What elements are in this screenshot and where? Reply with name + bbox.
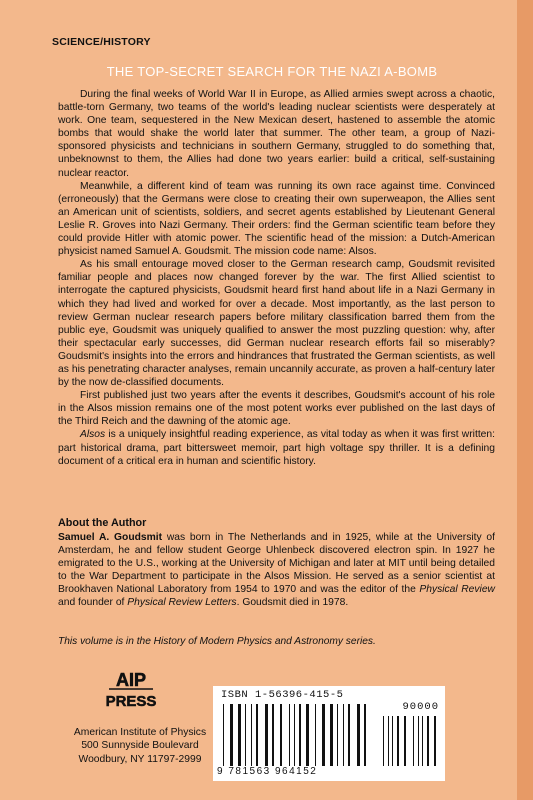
category-label: SCIENCE/HISTORY	[52, 36, 151, 48]
barcode-bar	[289, 704, 290, 766]
barcode-bar	[434, 716, 436, 766]
paragraph: First published just two years after the events it describes, Goudsmit's account of his role in the Alsos mission remains one of the most potent works ever published on the last days of the Third Reich and the dawning of the atomic age.	[58, 390, 495, 428]
barcode-bar	[397, 716, 399, 766]
barcode-bar	[348, 704, 350, 766]
barcode-bar	[223, 704, 224, 766]
aip-press-logo	[103, 668, 159, 710]
barcode-bar	[388, 716, 389, 766]
journal-name: Physical Review	[419, 584, 495, 596]
journal-name: Physical Review Letters	[127, 597, 237, 609]
barcode-bar	[256, 704, 258, 766]
barcode-panel	[213, 686, 445, 781]
closing-text: is a uniquely insightful reading experience, as vital today as when it was first written: part historical drama, part bittersweet memoir, part high voltage spy thriller. It is a defining document of a critical era in human and scientific history.	[58, 429, 495, 467]
ean-digits: 9 781563 964152	[217, 766, 318, 777]
barcode-bar	[299, 704, 301, 766]
barcode-bar	[280, 704, 282, 766]
about-author-body	[58, 531, 495, 610]
about-text: was born in The Netherlands and in 1925, while at the University of Amsterdam, he and fellow student George Uhlenbeck discovered electron spin. In 1927 he emigrated to the U.S., working at the University of Michigan and later at MIT until being detailed to the War Department to participate in the Alsos Mission. He served as a senior scientist at Brookhaven National Laboratory from 1954 to 1970 and was the editor of the	[58, 532, 495, 596]
barcode-bar	[383, 716, 384, 766]
barcode-bar	[364, 704, 366, 766]
barcode-bar	[265, 704, 268, 766]
series-note: This volume is in the History of Modern Physics and Astronomy series.	[58, 636, 376, 647]
ean-barcode	[223, 704, 373, 766]
paragraph: As his small entourage moved closer to the German research camp, Goudsmit revisited familiar people and places now changed forever by the war. The first Allied scientist to interrogate the captured physicists, Goudsmit heard first hand about life in a Nazi Germany in which they had lived and worked for over a decade. Most importantly, as the last person to review German nuclear research papers before military classification barred them from the public eye, Goudsmit was uniquely qualified to answer the most puzzling question: why, after their spectacular early successes, did German nuclear research efforts fail so miserably? Goudsmit's insights into the errors and hindrances that frustrated the German scientists, as well as his penetrating character analyses, remain uncannily accurate, as proven a half-century later by the now de-classified documents.	[58, 259, 495, 389]
price-code-text: 90000	[402, 701, 439, 713]
barcode-bar	[330, 704, 333, 766]
barcode-bar	[357, 704, 360, 766]
price-addon-barcode	[383, 716, 437, 766]
barcode-bar	[413, 716, 414, 766]
logo-aip-text: AIP	[115, 670, 147, 690]
about-author-heading: About the Author	[58, 517, 147, 529]
barcode-bar	[315, 704, 316, 766]
barcode-bar	[306, 704, 309, 766]
barcode-bar	[245, 704, 246, 766]
book-spine	[517, 0, 533, 800]
publisher-address-line: 500 Sunnyside Boulevard	[81, 740, 199, 752]
author-name: Samuel A. Goudsmit	[58, 532, 163, 543]
barcode-bar	[427, 716, 429, 766]
barcode-bar	[418, 716, 419, 766]
closing-paragraph	[58, 428, 495, 467]
publisher-block	[60, 726, 220, 766]
barcode-bar	[230, 704, 233, 766]
headline: THE TOP-SECRET SEARCH FOR THE NAZI A-BOMB	[106, 64, 438, 79]
book-title: Alsos	[80, 429, 106, 441]
isbn-text: ISBN 1-56396-415-5	[221, 689, 344, 701]
barcode-bar	[337, 704, 338, 766]
barcode-bar	[238, 704, 241, 766]
publisher-name: American Institute of Physics	[73, 727, 207, 738]
about-text: . Goudsmit died in 1978.	[236, 597, 349, 609]
barcode-bar	[343, 704, 344, 766]
barcode-bar	[251, 704, 252, 766]
about-text: and founder of	[58, 597, 128, 609]
barcode-bar	[272, 704, 274, 766]
description-body	[58, 88, 495, 468]
paragraph: During the final weeks of World War II in Europe, as Allied armies swept across a chaotic, battle-torn Germany, two teams of the world's leading nuclear scientists were desperately at work. One team, sequestered in the New Mexican desert, hastened to assemble the atomic bombs that would shake the world later that summer. The other team, a group of Nazi-sponsored physicists and technicians in southern Germany, struggled to do something that, unbeknownst to them, the Allies had done two years earlier: build a critical, self-sustaining nuclear reactor.	[58, 89, 495, 179]
barcode-bar	[404, 716, 406, 766]
barcode-bar	[322, 704, 325, 766]
logo-press-text: PRESS	[105, 693, 157, 710]
barcode-bar	[392, 716, 393, 766]
barcode-bar	[422, 716, 423, 766]
paragraph: Meanwhile, a different kind of team was running its own race against time. Convinced (erroneously) that the Germans were close to creating their own superweapon, the Allies sent an American unit of scientists, soldiers, and secret agents established by Lieutenant General Leslie R. Groves into Nazi Germany. Their orders: find the German scientific team before they could provide Hitler with atomic power. The scientific head of the mission: a Dutch-American physicist named Samuel A. Goudsmit. The mission code name: Alsos.	[58, 180, 495, 258]
barcode-bar	[294, 704, 295, 766]
publisher-address-line: Woodbury, NY 11797-2999	[78, 753, 202, 765]
